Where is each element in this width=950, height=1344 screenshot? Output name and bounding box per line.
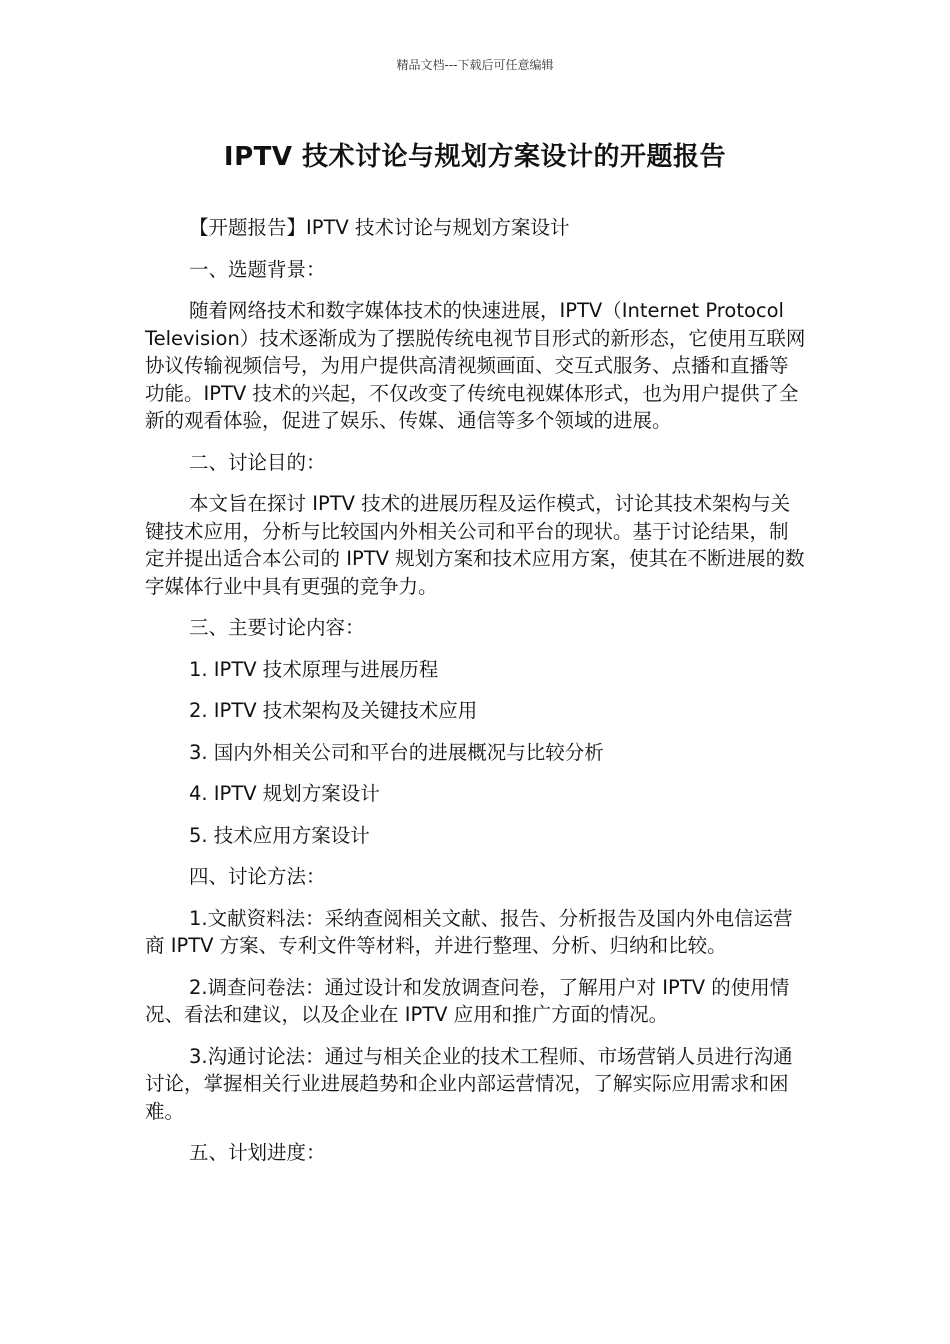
section-heading-schedule: 五、计划进度： <box>189 1141 326 1164</box>
document-title: IPTV 技术讨论与规划方案设计的开题报告 <box>223 142 727 172</box>
header-note: 精品文档---下载后可任意编辑 <box>396 58 554 72</box>
list-item: 5. 技术应用方案设计 <box>189 823 370 847</box>
paragraph-background: 随着网络技术和数字媒体技术的快速进展，IPTV（Internet Protocol Television）技术逐渐成为了摆脱传统电视节目形式的新形态，它使用互联网协议传输视频信号，为用户提供高清视频画面、交互式服务、点播和直播等功能。IPTV 技术的兴起，不仅改变了传统电视媒体形式，也为用户提供了全新的观看体验，促进了娱乐、传媒、通信等多个领域的进展。 <box>145 299 806 432</box>
list-item: 2. IPTV 技术架构及关键技术应用 <box>189 699 478 722</box>
section-heading-methods: 四、讨论方法： <box>189 865 326 888</box>
paragraph-purpose: 本文旨在探讨 IPTV 技术的进展历程及运作模式，讨论其技术架构与关键技术应用，分析与比较国内外相关公司和平台的现状。基于讨论结果，制定并提出适合本公司的 IPTV 规划方案和技术应用方案，使其在不断进展的数字媒体行业中具有更强的竞争力。 <box>145 492 805 598</box>
list-item: 4. IPTV 规划方案设计 <box>189 782 380 805</box>
section-heading-purpose: 二、讨论目的： <box>189 450 326 474</box>
section-heading-content: 三、主要讨论内容： <box>189 616 365 639</box>
section-heading-background: 一、选题背景： <box>189 257 326 281</box>
list-item: 1. IPTV 技术原理与进展历程 <box>189 657 439 681</box>
method-paragraph: 3.沟通讨论法：通过与相关企业的技术工程师、市场营销人员进行沟通讨论，掌握相关行业进展趋势和企业内部运营情况，了解实际应用需求和困难。 <box>145 1044 793 1123</box>
report-subtitle: 【开题报告】IPTV 技术讨论与规划方案设计 <box>189 216 570 239</box>
method-paragraph: 2.调查问卷法：通过设计和发放调查问卷，了解用户对 IPTV 的使用情况、看法和建议，以及企业在 IPTV 应用和推广方面的情况。 <box>145 975 790 1026</box>
list-item: 3. 国内外相关公司和平台的进展概况与比较分析 <box>189 740 604 764</box>
document-body <box>145 214 807 1167</box>
method-paragraph: 1.文献资料法：采纳查阅相关文献、报告、分析报告及国内外电信运营商 IPTV 方案、专利文件等材料，并进行整理、分析、归纳和比较。 <box>145 906 793 957</box>
